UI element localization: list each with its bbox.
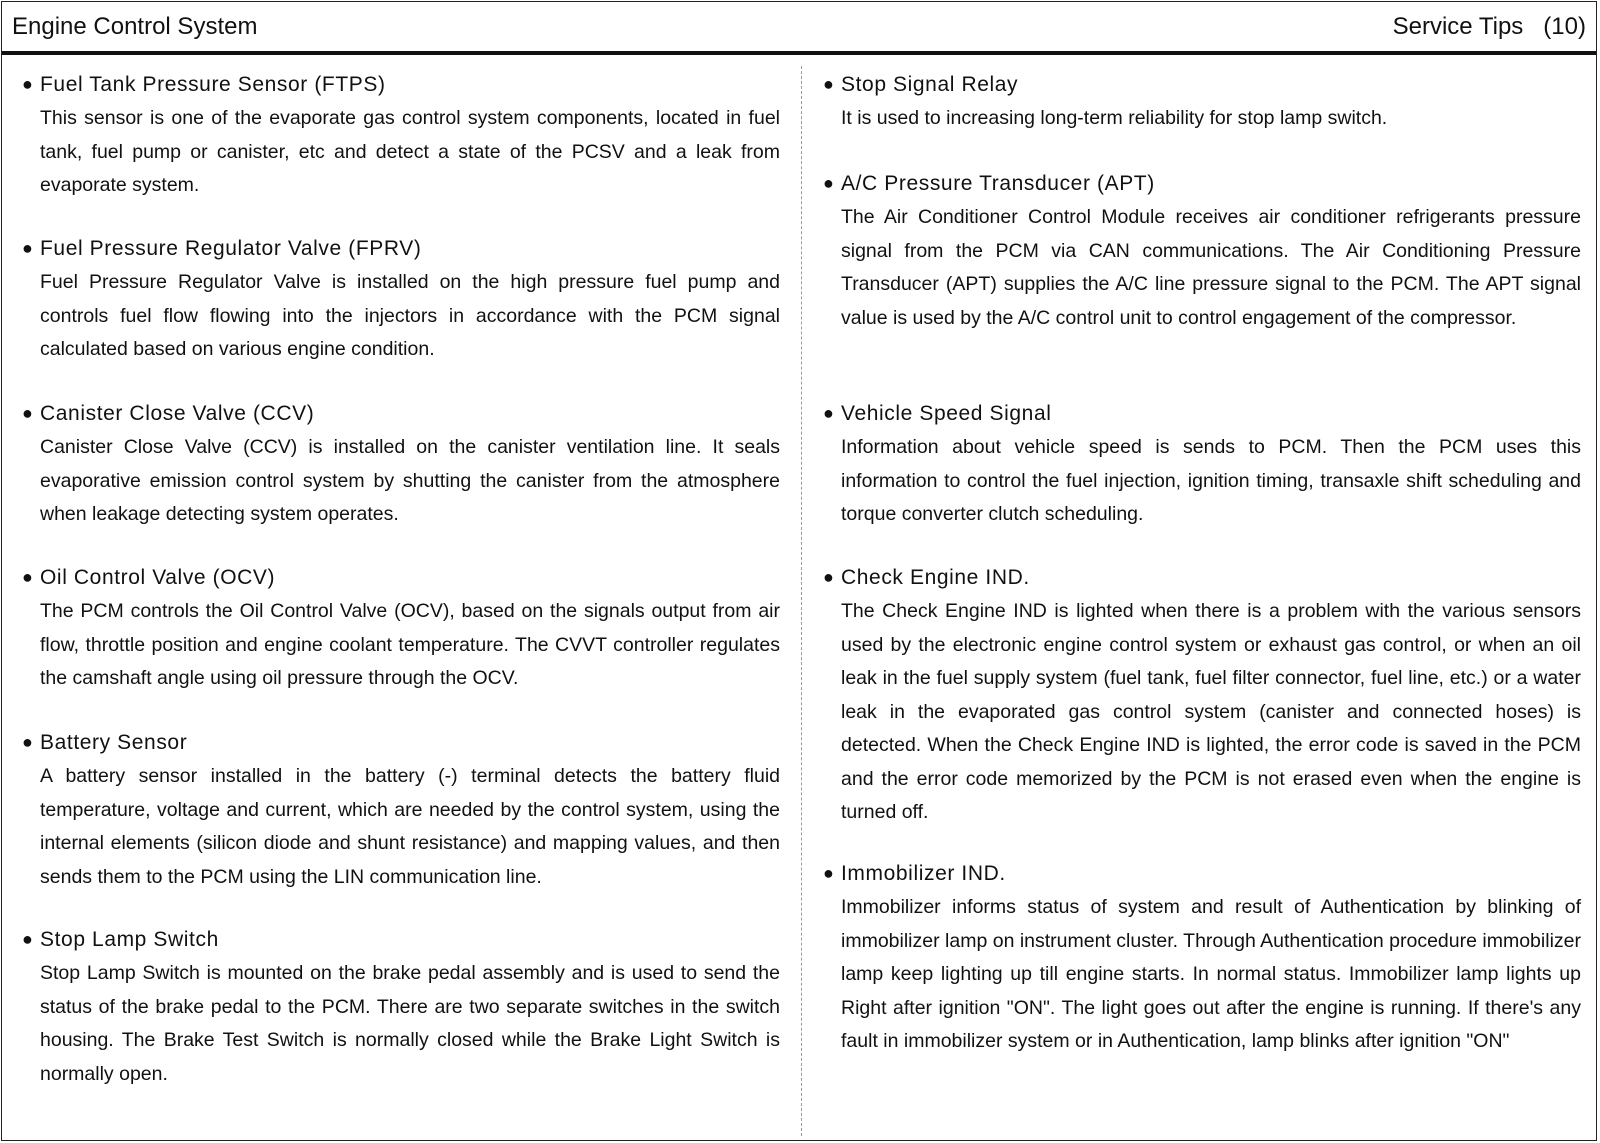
bullet-icon: ●: [823, 863, 834, 883]
section-body: Canister Close Valve (CCV) is installed on the canister ventilation line. It seals evaporative emission control system by shutting the canister from the atmosphere when leakage detecting system operates.: [40, 436, 780, 525]
bullet-icon: ●: [22, 74, 33, 94]
bullet-icon: ●: [22, 403, 33, 423]
section-body: Immobilizer informs status of system and result of Authentication by blinking of immobilizer lamp on instrument cluster. Through Authentication procedure immobilizer lamp keep lighting up till engine starts. In normal status. Immobilizer lamp lights up Right after ignition "ON". The light goes out after the engine is running. If there's any fault in immobilizer system or in Authentication, lamp blinks after ignition "ON": [841, 896, 1581, 1052]
bullet-icon: ●: [823, 74, 834, 94]
bullet-icon: ●: [22, 567, 33, 587]
bullet-icon: ●: [22, 929, 33, 949]
page-header: [2, 2, 1596, 55]
section-title: Stop Lamp Switch: [40, 928, 219, 951]
column-divider: [801, 66, 802, 1136]
page: [1, 1, 1597, 1141]
section-body: Stop Lamp Switch is mounted on the brake pedal assembly and is used to send the status of the brake pedal to the PCM. There are two separate switches in the switch housing. The Brake Test Switch is normally closed while the Brake Light Switch is normally open.: [40, 962, 780, 1085]
section-body: This sensor is one of the evaporate gas control system components, located in fuel tank, fuel pump or canister, etc and detect a state of the PCSV and a leak from evaporate system.: [40, 107, 780, 196]
section-body: The Air Conditioner Control Module receives air conditioner refrigerants pressure signal from the PCM via CAN communications. The Air Conditioning Pressure Transducer (APT) supplies the A/C line pressure signal to the PCM. The APT signal value is used by the A/C control unit to control engagement of the compressor.: [841, 206, 1581, 329]
section-title: Stop Signal Relay: [841, 73, 1019, 96]
section-body: Fuel Pressure Regulator Valve is installed on the high pressure fuel pump and controls fuel flow flowing into the injectors in accordance with the PCM signal calculated based on various engine condition.: [40, 271, 780, 360]
section-title: A/C Pressure Transducer (APT): [841, 172, 1155, 195]
section-body: Information about vehicle speed is sends to PCM. Then the PCM uses this information to control the fuel injection, ignition timing, transaxle shift scheduling and torque converter clutch scheduling.: [841, 436, 1581, 525]
section-title: Fuel Pressure Regulator Valve (FPRV): [40, 237, 422, 260]
section-body: It is used to increasing long-term reliability for stop lamp switch.: [841, 107, 1388, 129]
bullet-icon: ●: [823, 173, 834, 193]
section-title: Check Engine IND.: [841, 566, 1030, 589]
bullet-icon: ●: [22, 732, 33, 752]
page-title: Engine Control System: [12, 13, 258, 40]
section-body: The Check Engine IND is lighted when there is a problem with the various sensors used by the electronic engine control system or exhaust gas control, or when an oil leak in the fuel supply system (fuel tank, fuel filter connector, fuel line, etc.) or a water leak in the evaporated gas control system (canister and connected hoses) is detected. When the Check Engine IND is lighted, the error code is saved in the PCM and the error code memorized by the PCM is not erased even when the engine is turned off.: [841, 600, 1581, 823]
section-title: Canister Close Valve (CCV): [40, 402, 315, 425]
section-title: Oil Control Valve (OCV): [40, 566, 276, 589]
section-body: The PCM controls the Oil Control Valve (OCV), based on the signals output from air flow, throttle position and engine coolant temperature. The CVVT controller regulates the camshaft angle using oil pressure through the OCV.: [40, 600, 780, 689]
bullet-icon: ●: [22, 238, 33, 258]
section-body: A battery sensor installed in the battery (-) terminal detects the battery fluid temperature, voltage and current, which are needed by the control system, using the internal elements (silicon diode and shunt resistance) and mapping values, and then sends them to the PCM using the LIN communication line.: [40, 765, 780, 888]
bullet-icon: ●: [823, 403, 834, 423]
section-title: Vehicle Speed Signal: [841, 402, 1052, 425]
section-title: Fuel Tank Pressure Sensor (FTPS): [40, 73, 386, 96]
section-title: Battery Sensor: [40, 731, 188, 754]
bullet-icon: ●: [823, 567, 834, 587]
page-section-label: Service Tips (10): [1392, 13, 1586, 40]
section-title: Immobilizer IND.: [841, 862, 1006, 885]
